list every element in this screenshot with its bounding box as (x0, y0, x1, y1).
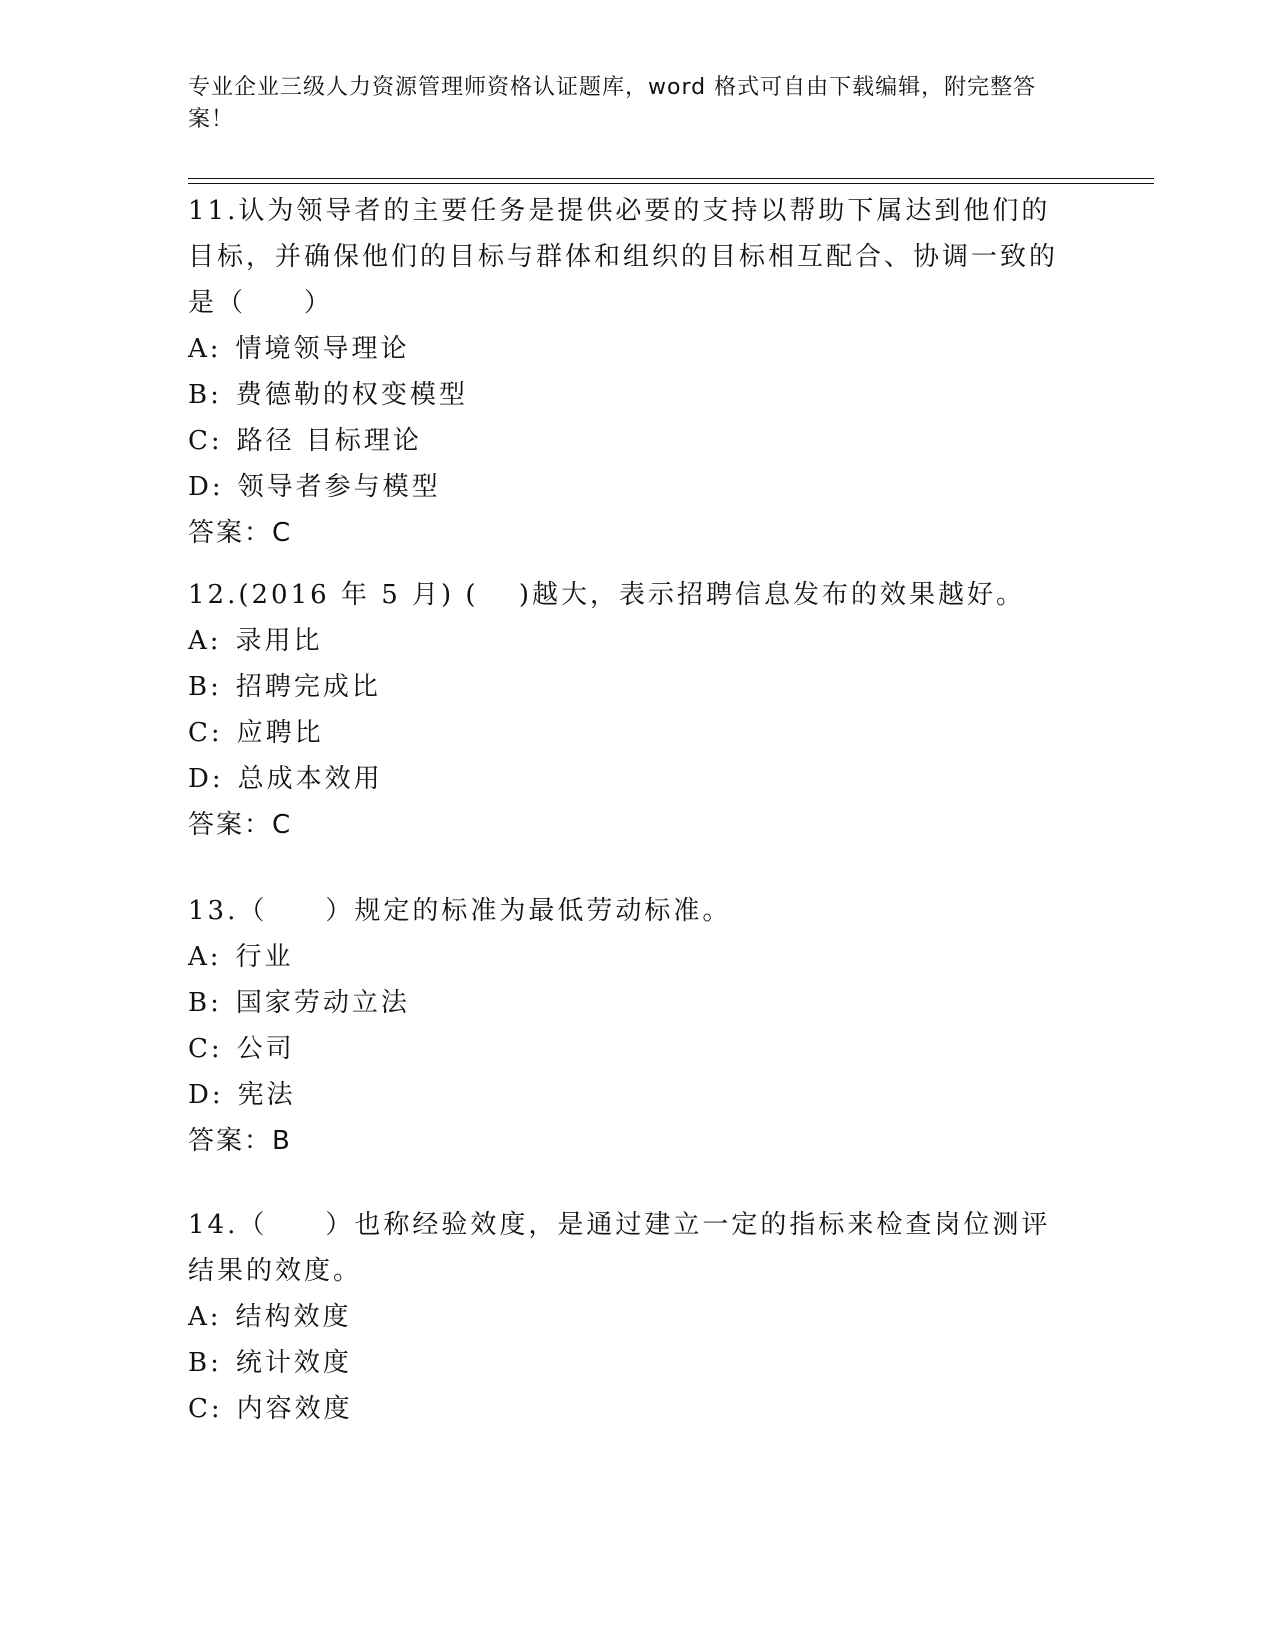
answer-line: 答案：C (188, 518, 293, 548)
option-b (188, 1340, 1068, 1386)
option-letter: A: (188, 1302, 222, 1332)
option-letter: D: (188, 1080, 224, 1110)
option-c (188, 1026, 1068, 1072)
option-c (188, 1386, 1068, 1432)
option-letter: B: (188, 672, 222, 702)
option-letter: C: (188, 1034, 223, 1064)
option-text: 费德勒的权变模型 (235, 380, 468, 410)
option-d (188, 756, 1068, 802)
option-text: 领导者参与模型 (237, 472, 441, 502)
option-c (188, 418, 1068, 464)
question-14 (188, 1202, 1068, 1432)
option-letter: B: (188, 988, 222, 1018)
document-header: 专业企业三级人力资源管理师资格认证题库，word 格式可自由下载编辑，附完整答案！ (188, 75, 1037, 132)
option-text: 招聘完成比 (235, 672, 381, 702)
option-text: 路径 目标理论 (236, 426, 422, 456)
option-a (188, 934, 1068, 980)
question-stem: 12.(2016 年 5 月) ( )越大，表示招聘信息发布的效果越好。 (188, 580, 1025, 610)
option-letter: C: (188, 426, 223, 456)
question-13 (188, 888, 1068, 1164)
option-text: 宪法 (237, 1080, 296, 1110)
header-divider-bottom (188, 183, 1154, 184)
option-a (188, 326, 1068, 372)
option-text: 录用比 (235, 626, 323, 656)
option-a (188, 1294, 1068, 1340)
option-text: 结构效度 (235, 1302, 352, 1332)
option-letter: A: (188, 942, 222, 972)
header-divider-top (188, 178, 1154, 179)
option-b (188, 372, 1068, 418)
option-letter: C: (188, 718, 223, 748)
option-text: 统计效度 (235, 1348, 352, 1378)
option-letter: D: (188, 764, 224, 794)
question-stem: 13.（ ）规定的标准为最低劳动标准。 (188, 896, 732, 926)
option-d (188, 464, 1068, 510)
option-b (188, 664, 1068, 710)
question-12 (188, 572, 1068, 848)
option-letter: D: (188, 472, 224, 502)
option-text: 国家劳动立法 (235, 988, 410, 1018)
option-text: 总成本效用 (237, 764, 383, 794)
option-d (188, 1072, 1068, 1118)
option-text: 行业 (235, 942, 294, 972)
option-text: 情境领导理论 (235, 334, 410, 364)
option-letter: B: (188, 380, 222, 410)
option-c (188, 710, 1068, 756)
option-letter: A: (188, 626, 222, 656)
option-text: 应聘比 (236, 718, 324, 748)
answer-line: 答案：C (188, 810, 293, 840)
question-11 (188, 188, 1068, 556)
option-letter: B: (188, 1348, 222, 1378)
option-a (188, 618, 1068, 664)
option-text: 公司 (236, 1034, 295, 1064)
question-stem: 14.（ ）也称经验效度，是通过建立一定的指标来检查岗位测评结果的效度。 (188, 1210, 1051, 1286)
option-letter: A: (188, 334, 222, 364)
option-letter: C: (188, 1394, 223, 1424)
option-text: 内容效度 (236, 1394, 353, 1424)
question-stem: 11.认为领导者的主要任务是提供必要的支持以帮助下属达到他们的目标，并确保他们的目标与群体和组织的目标相互配合、协调一致的是（ ） (188, 196, 1059, 318)
option-b (188, 980, 1068, 1026)
answer-line: 答案：B (188, 1126, 292, 1156)
